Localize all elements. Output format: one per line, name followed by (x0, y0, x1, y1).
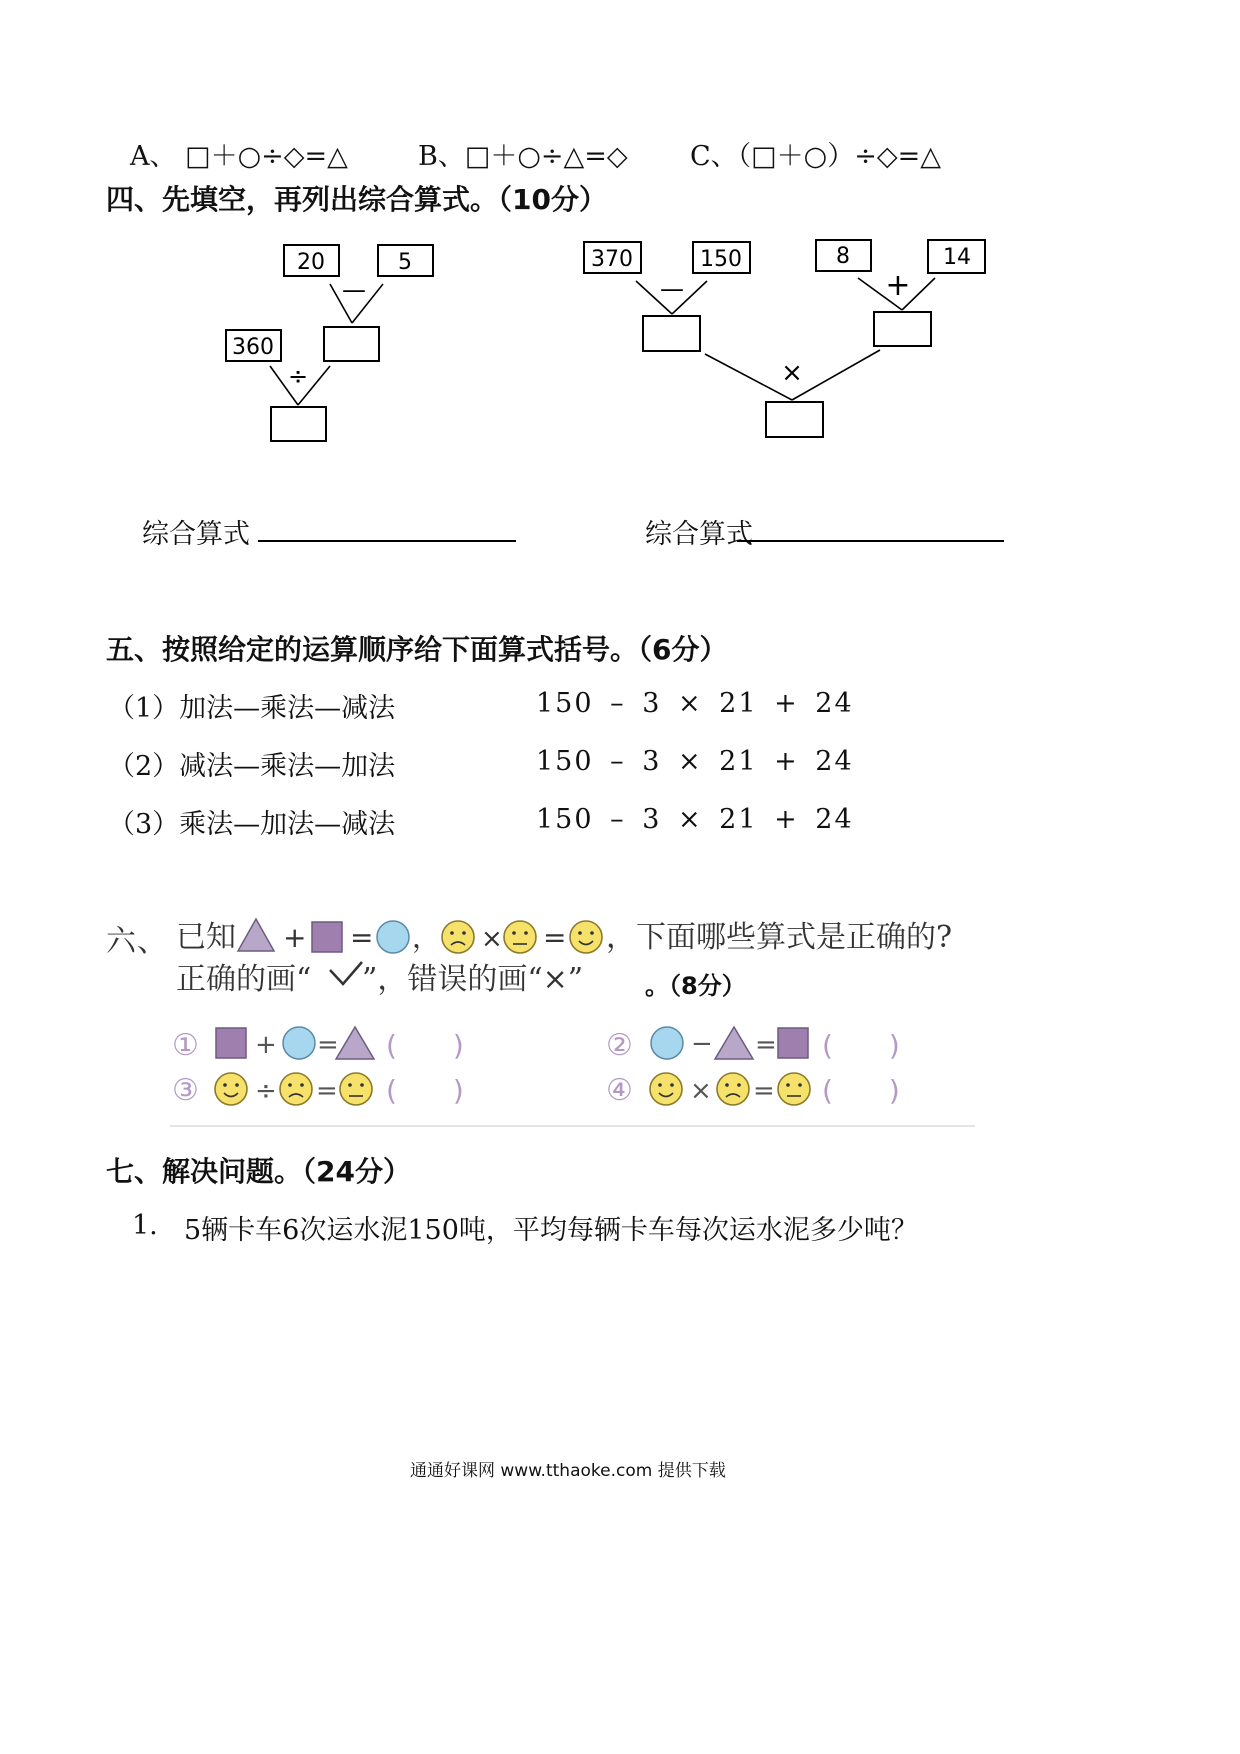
tree2-blank-2[interactable] (874, 312, 931, 346)
footer-text: 通通好课网 www.tthaoke.com 提供下载 (410, 1461, 726, 1481)
triangle-icon (336, 1027, 374, 1059)
tree2-num-4: 14 (943, 245, 971, 270)
square-icon (778, 1028, 808, 1058)
neutral-face-icon (504, 921, 536, 953)
tree2-blank-3[interactable] (766, 402, 823, 437)
section4-heading: 四、先填空，再列出综合算式。（10分） (106, 183, 607, 216)
triangle-icon (238, 919, 274, 951)
plus-sign: + (283, 921, 307, 954)
section6-figure (0, 900, 1240, 1130)
q1-number: 1. (132, 1210, 158, 1241)
circle-icon (651, 1027, 683, 1059)
square-icon (312, 922, 342, 952)
section6-question: ，下面哪些算式是正确的? (606, 920, 953, 955)
tree1-op-minus: — (342, 276, 366, 304)
sad-face-icon (442, 921, 474, 953)
q1-text: 5辆卡车6次运水泥150吨，平均每辆卡车每次运水泥多少吨？ (184, 1215, 918, 1246)
triangle-icon (715, 1027, 753, 1059)
neutral-face-icon (340, 1073, 372, 1105)
q1-number: ① (172, 1028, 199, 1063)
section5-item-label: （2）减法—乘法—加法 (108, 751, 396, 782)
square-icon (216, 1028, 246, 1058)
section5-item-expr: 150 – 3 × 21 + 24 (536, 688, 854, 719)
q3-number: ③ (172, 1073, 199, 1108)
happy-face-icon (215, 1073, 247, 1105)
section5-item-expr: 150 – 3 × 21 + 24 (536, 804, 854, 835)
option-b: B、□＋○÷△=◇ (418, 141, 628, 172)
formula-answer-2[interactable] (737, 540, 1004, 542)
section5-item-label: （3）乘法—加法—减法 (108, 809, 396, 840)
circle-icon (377, 921, 409, 953)
calc-trees (0, 0, 1240, 520)
circle-icon (283, 1027, 315, 1059)
happy-face-icon (570, 921, 602, 953)
sad-face-icon (717, 1073, 749, 1105)
section6-number: 六、 (106, 924, 168, 959)
q2-number: ② (606, 1028, 633, 1063)
tree2-num-3: 8 (836, 244, 850, 269)
tree2-op-plus: + (885, 268, 911, 303)
times-sign: × (481, 924, 503, 954)
times-sign: × (690, 1076, 712, 1106)
section6-points: 。（8分） (645, 972, 746, 1000)
svg-text:，: ， (412, 921, 441, 954)
equals-sign: = (316, 1076, 338, 1106)
section5-item-expr: 150 – 3 × 21 + 24 (536, 746, 854, 777)
tree1-blank-1[interactable] (324, 327, 379, 361)
formula-answer-1[interactable] (258, 540, 516, 542)
tree2-op-times: × (781, 358, 803, 388)
tree1-blank-2[interactable] (271, 407, 326, 441)
equals-sign: = (753, 1076, 775, 1106)
equals-sign: = (350, 921, 374, 954)
section5-item-label: （1）加法—乘法—减法 (108, 693, 396, 724)
tree1-num-2: 5 (398, 250, 412, 275)
equals-sign: = (755, 1030, 777, 1060)
answer-paren[interactable]: ( ) (822, 1029, 900, 1062)
tree1-num-3: 360 (232, 335, 274, 360)
checkmark-icon (330, 962, 362, 984)
formula-label-1: 综合算式 (142, 519, 250, 550)
sad-face-icon (280, 1073, 312, 1105)
section6-line2-a: 正确的画“ (176, 962, 312, 997)
answer-paren[interactable]: ( ) (386, 1029, 464, 1062)
divide-sign: ÷ (255, 1076, 277, 1106)
tree1-num-1: 20 (297, 250, 325, 275)
neutral-face-icon (778, 1073, 810, 1105)
option-c: C、（□＋○）÷◇=△ (690, 141, 942, 172)
equals-sign: = (543, 921, 567, 954)
tree1-op-divide: ÷ (287, 362, 309, 390)
tree2-num-2: 150 (700, 247, 742, 272)
happy-face-icon (650, 1073, 682, 1105)
equals-sign: = (317, 1030, 339, 1060)
tree2-num-1: 370 (591, 247, 633, 272)
q4-number: ④ (606, 1073, 633, 1108)
option-a: A、 □＋○÷◇=△ (130, 141, 348, 172)
plus-sign: + (255, 1030, 277, 1060)
tree2-blank-1[interactable] (643, 316, 700, 351)
section6-known: 已知 (176, 920, 236, 955)
formula-label-2: 综合算式 (645, 519, 753, 550)
section7-heading: 七、解决问题。（24分） (106, 1155, 411, 1188)
tree2-op-minus: — (660, 275, 684, 303)
section5-heading: 五、按照给定的运算顺序给下面算式括号。（6分） (106, 633, 728, 666)
minus-sign: − (691, 1029, 713, 1059)
answer-paren[interactable]: ( ) (386, 1074, 464, 1107)
section6-line2-b: ”，错误的画“×” (362, 962, 584, 997)
answer-paren[interactable]: ( ) (822, 1074, 900, 1107)
